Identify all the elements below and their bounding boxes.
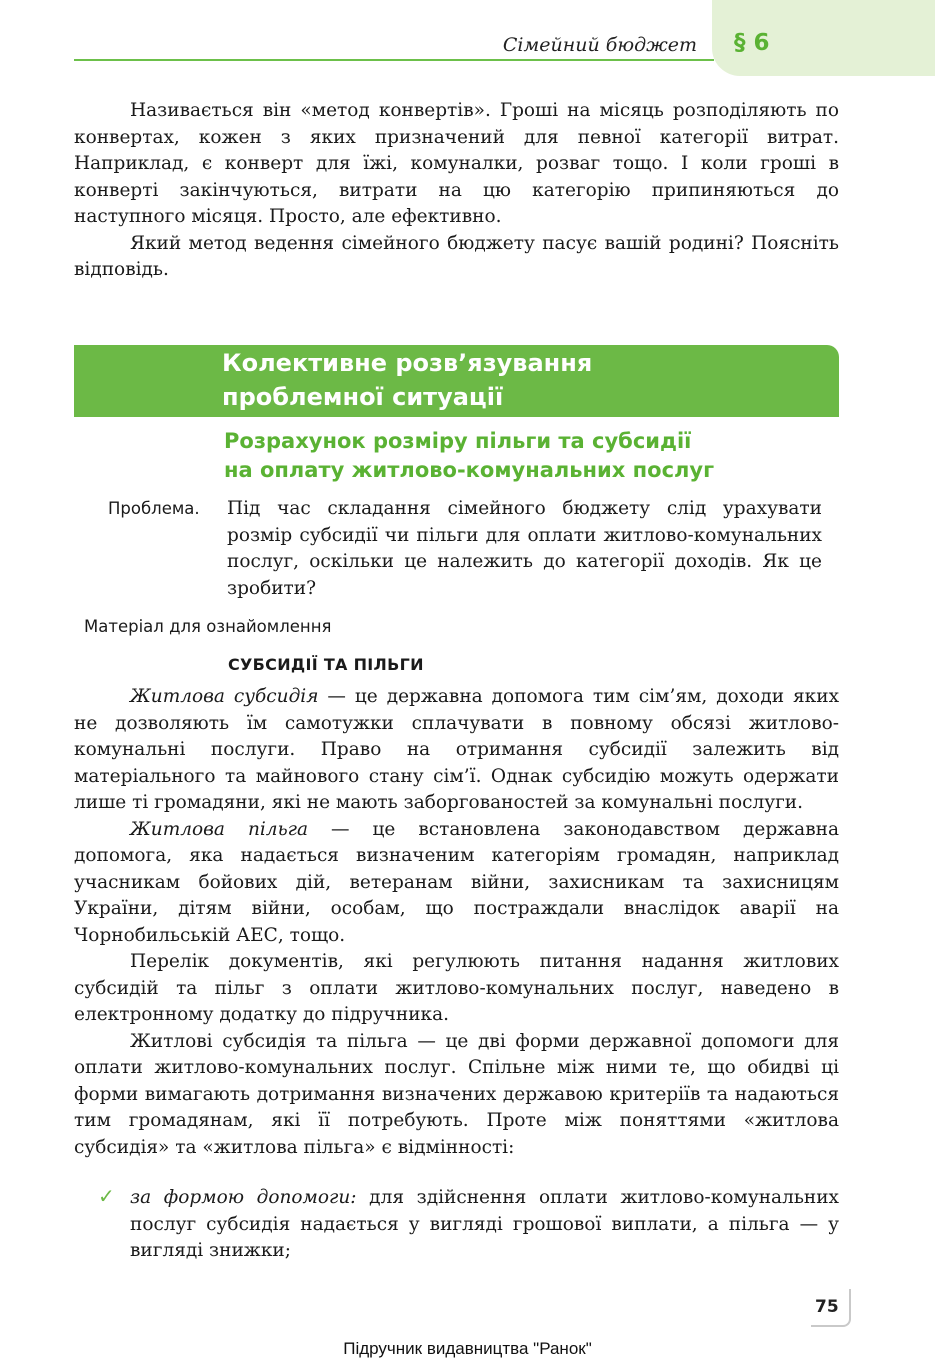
term-benefit: Житлова пільга bbox=[130, 818, 309, 840]
body-paragraph-4: Житлові субсидія та пільга — це дві форми державної допомоги для оплати житлово-комунальних послуг. Спільне між ними те, що обидві ці форми вимагають дотримання визначених державою критеріїв та надаються тим громадянам, які її потребують. Проте між поняттями «житлова субсидія» та «житлова пільга» є відмінності: bbox=[74, 1030, 839, 1158]
intro-paragraph-1: Називається він «метод конвертів». Гроші на місяць розподіляють по конвертах, кожен з яких призначений для певної категорії витрат. Наприклад, є конверт для їжі, комуналки, розваг тощо. І коли гроші в конверті закінчуються, витрати на цю категорію припиняються до наступного місяця. Просто, але ефективно. bbox=[74, 100, 839, 227]
page-number-box bbox=[811, 1289, 851, 1327]
page-number: 75 bbox=[815, 1297, 839, 1317]
intro-paragraph-2: Який метод ведення сімейного бюджету пасує вашій родині? Поясніть відповідь. bbox=[74, 232, 839, 280]
topic-title bbox=[224, 427, 824, 485]
band-title-line-1: Колективне розв’язування bbox=[222, 349, 593, 377]
section-band-title bbox=[222, 346, 822, 414]
body-paragraph-1 bbox=[74, 684, 839, 817]
bullet-term: за формою допомоги: bbox=[130, 1187, 357, 1208]
band-title-line-2: проблемної ситуації bbox=[222, 383, 504, 411]
problem-text: Під час складання сімейного бюджету слід урахувати розмір субсидії чи пільги для оплати житлово-комунальних послуг, оскільки це належить до категорії доходів. Як це зробити? bbox=[227, 498, 822, 599]
body-paragraph-2 bbox=[74, 817, 839, 950]
body-paragraph-3: Перелік документів, які регулюють питання надання житлових субсидій та пільг з оплати житлово-комунальних послуг, наведено в електронному додатку до підручника. bbox=[74, 951, 839, 1025]
material-label: Матеріал для ознайомлення bbox=[84, 617, 332, 636]
body-text bbox=[74, 684, 839, 1161]
footer-publisher: Підручник видавництва "Ранок" bbox=[343, 1339, 592, 1358]
bullet-body bbox=[130, 1185, 839, 1265]
body-paragraph-2-text: — це встановлена законодавством державна допомога, яка надається визначеним категоріям громадян, наприклад учасникам бойових дій, ветеранам війни, захисникам та захисницям України, дітям війни, особам, що постраждали внаслідок аварії на Чорнобильській АЕС, тощо. bbox=[74, 818, 839, 946]
checkmark-icon: ✓ bbox=[98, 1184, 115, 1208]
topic-title-line-1: Розрахунок розміру пільги та субсидії bbox=[224, 429, 692, 453]
bullet-text: для здійснення оплати житлово-комунальних послуг субсидія надається у вигляді грошової виплати, а пільга — у вигляді знижки; bbox=[130, 1187, 839, 1261]
topic-title-line-2: на оплату житлово-комунальних послуг bbox=[224, 458, 715, 482]
intro-text bbox=[74, 98, 839, 284]
section-heading: СУБСИДІЇ ТА ПІЛЬГИ bbox=[228, 655, 424, 674]
term-subsidy: Житлова субсидія bbox=[130, 686, 319, 707]
running-header-title: Сімейний бюджет bbox=[502, 34, 697, 56]
section-number: § 6 bbox=[734, 30, 770, 56]
body-paragraph-1-text: — це державна допомога тим сім’ям, доходи яких не дозволяють їм самотужки сплачувати в повному обсязі житлово-комунальні послуги. Право на отримання субсидії залежить від матеріального та майнового стану сім’ї. Однак субсидію можуть одержати лише ті громадяни, які не мають заборгованостей за комунальні послуги. bbox=[74, 686, 839, 813]
header-rule bbox=[74, 59, 714, 61]
bullet-item bbox=[74, 1185, 839, 1265]
problem-label: Проблема. bbox=[108, 499, 200, 518]
